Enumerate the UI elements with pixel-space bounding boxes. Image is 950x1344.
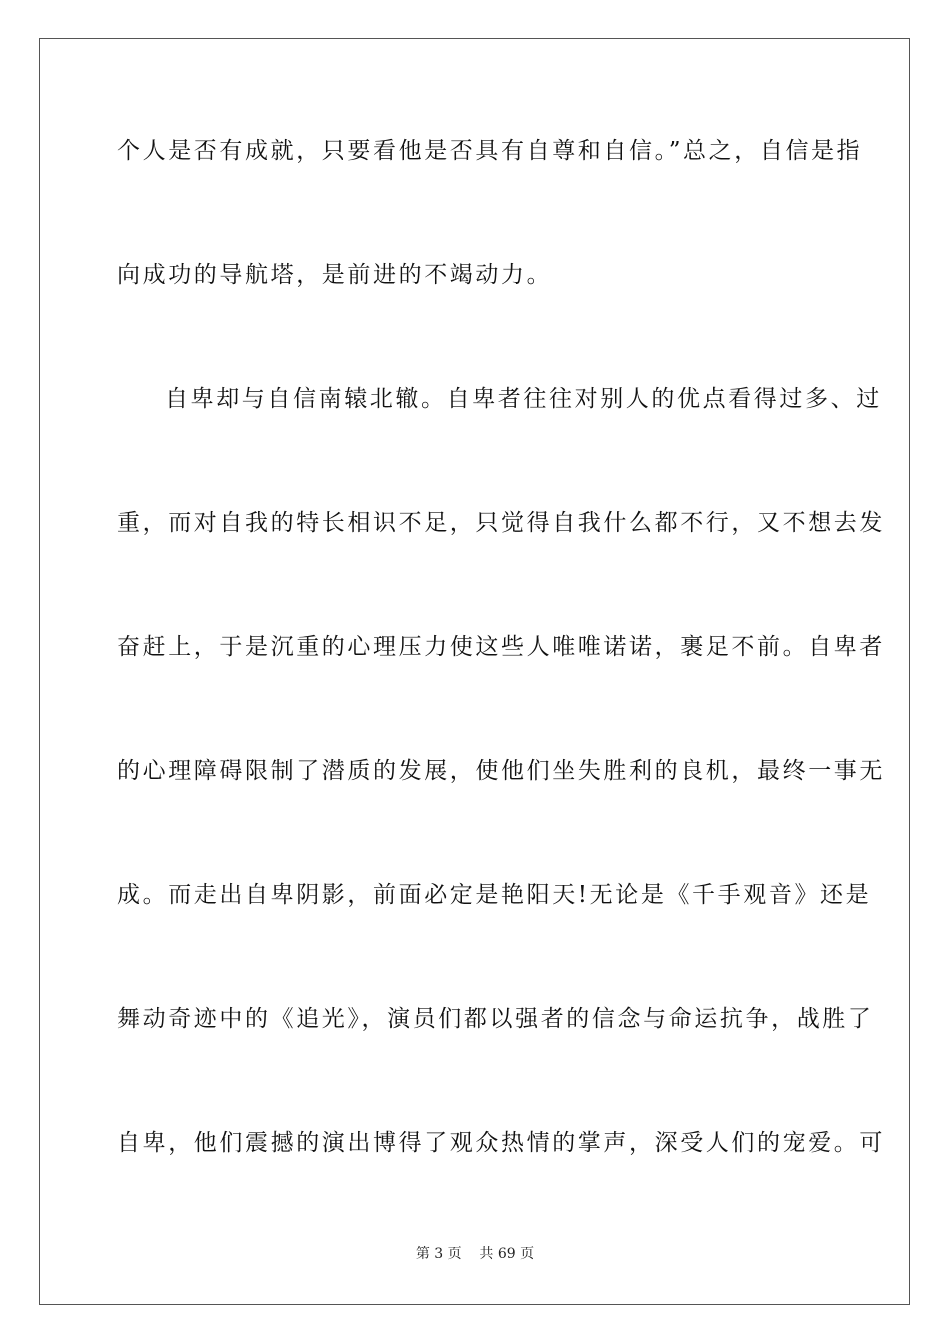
text-line-4: 重，而对自我的特长相识不足，只觉得自我什么都不行，又不想去发 <box>117 510 885 536</box>
text-line-6: 的心理障碍限制了潜质的发展，使他们坐失胜利的良机，最终一事无 <box>117 758 885 784</box>
text-line-9: 自卑，他们震撼的演出博得了观众热情的掌声，深受人们的宠爱。可 <box>117 1130 885 1156</box>
text-line-7: 成。而走出自卑阴影，前面必定是艳阳天!无论是《千手观音》还是 <box>117 882 872 908</box>
text-line-3: 自卑却与自信南辕北辙。自卑者往往对别人的优点看得过多、过 <box>165 386 882 412</box>
text-line-1: 个人是否有成就，只要看他是否具有自尊和自信。”总之，自信是指 <box>117 138 863 164</box>
text-line-5: 奋赶上，于是沉重的心理压力使这些人唯唯诺诺，裹足不前。自卑者 <box>117 634 885 660</box>
page-footer: 第 3 页 共 69 页 <box>415 1246 535 1262</box>
page-frame <box>39 38 910 1305</box>
text-line-2: 向成功的导航塔，是前进的不竭动力。 <box>117 262 553 288</box>
text-line-8: 舞动奇迹中的《追光》，演员们都以强者的信念与命运抗争，战胜了 <box>117 1006 874 1032</box>
